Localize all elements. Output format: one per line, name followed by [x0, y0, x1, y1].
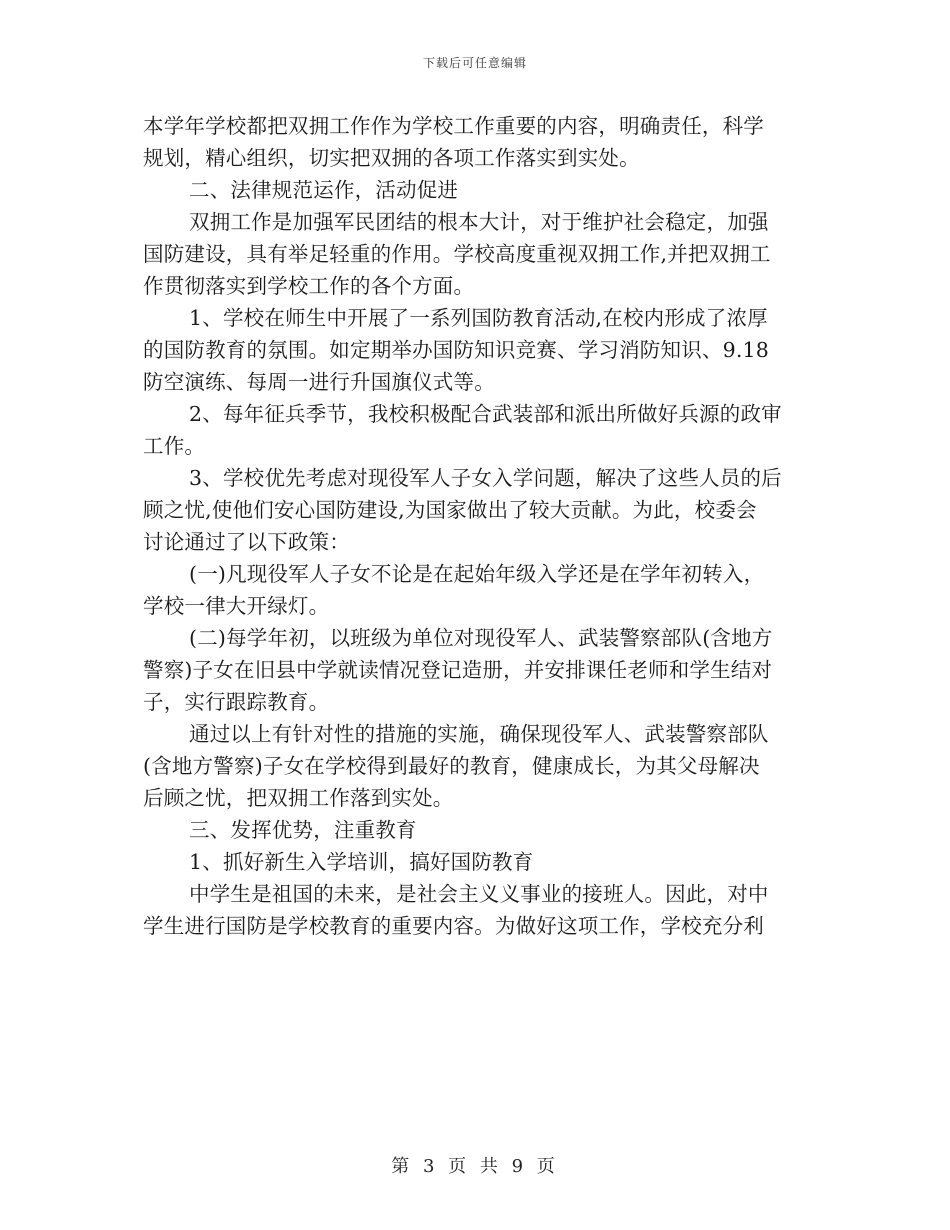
text-line: 学校一律大开绿灯。	[143, 594, 330, 618]
paragraph	[143, 622, 795, 718]
text-line: 1、抓好新生入学培训，搞好国防教育	[189, 850, 534, 874]
page-header: 下载后可任意编辑	[422, 56, 527, 70]
text-line: 顾之忧,使他们安心国防建设,为国家做出了较大贡献。为此，校委会	[143, 498, 757, 522]
text-line: 通过以上有针对性的措施的实施，确保现役军人、武装警察部队	[189, 722, 769, 746]
paragraph	[143, 814, 795, 846]
text-line: 中学生是祖国的未来，是社会主义义事业的接班人。因此，对中	[189, 882, 769, 906]
text-line: 2、每年征兵季节，我校积极配合武装部和派出所做好兵源的政审	[189, 402, 782, 426]
text-line: 三、发挥优势，注重教育	[189, 818, 417, 842]
text-line: 后顾之忧，把双拥工作落到实处。	[143, 786, 454, 810]
paragraph	[143, 846, 795, 878]
text-line: 子，实行跟踪教育。	[143, 690, 330, 714]
text-line: 防空演练、每周一进行升国旗仪式等。	[143, 370, 495, 394]
text-line: 规划，精心组织，切实把双拥的各项工作落实到实处。	[143, 146, 640, 170]
text-line: 学生进行国防是学校教育的重要内容。为做好这项工作，学校充分利	[143, 914, 764, 938]
paragraph	[143, 718, 795, 814]
text-line: 双拥工作是加强军民团结的根本大计，对于维护社会稳定，加强	[189, 210, 769, 234]
text-line: 二、法律规范运作，活动促进	[189, 178, 459, 202]
text-line: 3、学校优先考虑对现役军人子女入学问题，解决了这些人员的后	[189, 466, 782, 490]
text-line: 作贯彻落实到学校工作的各个方面。	[143, 274, 475, 298]
paragraph	[143, 558, 795, 622]
page-footer: 第 3 页 共 9 页	[391, 1156, 559, 1177]
text-line: 讨论通过了以下政策：	[143, 530, 350, 554]
text-line: 警察)子女在旧县中学就读情况登记造册，并安排课任老师和学生结对	[143, 658, 773, 682]
paragraph	[143, 878, 795, 942]
document-body	[143, 110, 795, 942]
paragraph	[143, 462, 795, 558]
text-line: (含地方警察)子女在学校得到最好的教育，健康成长，为其父母解决	[143, 754, 760, 778]
paragraph	[143, 174, 795, 206]
text-line: 国防建设，具有举足轻重的作用。学校高度重视双拥工作,并把双拥工	[143, 242, 771, 266]
paragraph	[143, 302, 795, 398]
text-line: (一)凡现役军人子女不论是在起始年级入学还是在学年初转入，	[189, 562, 765, 586]
text-line: 1、学校在师生中开展了一系列国防教育活动,在校内形成了浓厚	[189, 306, 768, 330]
text-line: 本学年学校都把双拥工作作为学校工作重要的内容，明确责任，科学	[143, 114, 764, 138]
text-line: 工作。	[143, 434, 206, 458]
paragraph	[143, 398, 795, 462]
text-line: 的国防教育的氛围。如定期举办国防知识竞赛、学习消防知识、9.18	[143, 338, 770, 362]
text-line: (二)每学年初，以班级为单位对现役军人、武装警察部队(含地方	[189, 626, 773, 650]
paragraph	[143, 110, 795, 174]
paragraph	[143, 206, 795, 302]
